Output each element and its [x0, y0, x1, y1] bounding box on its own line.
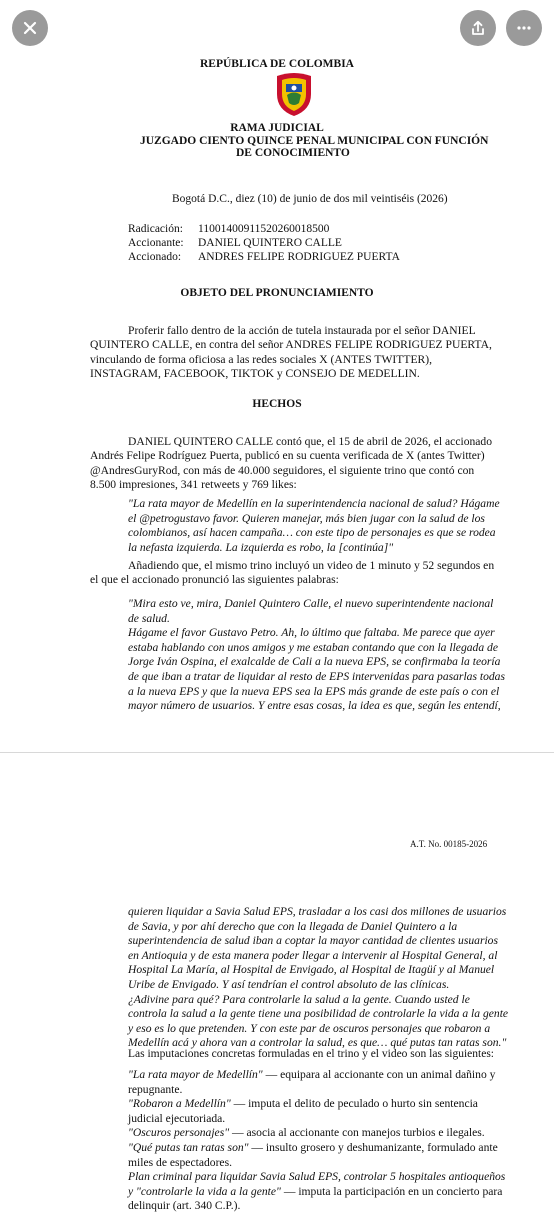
hechos-paragraph-2-cont — [90, 573, 339, 588]
text-line: el que el accionado pronunció las siguientes palabras: — [90, 573, 339, 586]
text-line: el @petrogustavo favor. Quieren manejar, más bien jugar con la salud de los — [128, 511, 485, 525]
text-line: 8.500 impresiones, 341 retweets y 769 likes: — [90, 478, 297, 492]
branch-heading: RAMA JUDICIAL — [230, 122, 324, 134]
close-icon — [21, 19, 39, 37]
case-reference: A.T. No. 00185-2026 — [410, 839, 488, 849]
list-item: y "controlarle la vida a la gente" — imputa la participación en un concierto para — [128, 1184, 503, 1198]
text-line: en Antioquia y de esta manera poder llegar a intervenir al Hospital General, al — [128, 948, 498, 962]
video-quote — [128, 597, 505, 714]
imputaciones-intro: Las imputaciones concretas formuladas en el trino y el video son las siguientes: — [128, 1048, 494, 1060]
text-line: vinculando de forma oficiosa a las redes sociales X (ANTES TWITTER), — [90, 352, 433, 366]
radicacion-value: 11001400911520260018500 — [198, 223, 330, 235]
hechos-heading: HECHOS — [252, 398, 302, 410]
text-line: de salud. — [128, 611, 170, 625]
text-line: Proferir fallo dentro de la acción de tutela instaurada por el señor DANIEL — [128, 324, 476, 337]
text-line: superintendencia de salud iban a coptar la mayor cantidad de clientes usuarios — [128, 934, 498, 948]
text-line: quieren liquidar a Savia Salud EPS, trasladar a los casi dos millones de usuarios — [128, 905, 507, 918]
accionado-value: ANDRES FELIPE RODRIGUEZ PUERTA — [198, 251, 400, 263]
more-button[interactable] — [506, 10, 542, 46]
close-button[interactable] — [12, 10, 48, 46]
text-line: Jorge Iván Ospina, el exalcalde de Cali a la nueva EPS, se confirmaba la teoría — [128, 655, 501, 669]
list-item-cont: judicial ejecutoriada. — [128, 1111, 226, 1125]
date-line: Bogotá D.C., diez (10) de junio de dos mil veintiséis (2026) — [172, 193, 448, 205]
tweet-quote — [128, 497, 500, 555]
text-line: controla la salud a la gente tiene una posibilidad de controlarle la vida a la gente — [128, 1007, 509, 1021]
text-line: "Mira esto ve, mira, Daniel Quintero Calle, el nuevo superintendente nacional — [128, 597, 494, 610]
top-bar — [0, 0, 554, 50]
hechos-paragraph-2 — [128, 559, 494, 574]
text-line: QUINTERO CALLE, en contra del señor ANDRES FELIPE RODRIGUEZ PUERTA, — [90, 338, 492, 351]
text-line: a la nueva EPS y que la nueva EPS sea la EPS más grande de este país o con el — [128, 684, 500, 698]
text-line: de Savia, y por ahí derecho que con la llegada de Daniel Quintero a la — [128, 919, 458, 933]
court-name-line1: JUZGADO CIENTO QUINCE PENAL MUNICIPAL CON FUNCIÓN — [140, 135, 489, 147]
accionado-label: Accionado: — [128, 251, 182, 263]
text-line: Andrés Felipe Rodríguez Puerta, publicó en su cuenta verificada de X (antes Twitter) — [90, 449, 485, 462]
list-item-cont: miles de espectadores. — [128, 1155, 232, 1169]
more-icon — [515, 19, 533, 37]
share-button[interactable] — [460, 10, 496, 46]
list-item: "Robaron a Medellín" — imputa el delito de peculado o hurto sin sentencia — [128, 1097, 478, 1111]
objeto-paragraph — [128, 324, 476, 339]
court-name-line2: DE CONOCIMIENTO — [236, 147, 350, 159]
imputaciones-list — [128, 1068, 505, 1214]
list-item: "Oscuros personajes" — asocia al accionante con manejos turbios e ilegales. — [128, 1126, 485, 1140]
accionante-value: DANIEL QUINTERO CALLE — [198, 237, 342, 249]
page-separator — [0, 752, 554, 753]
text-line: Hágame el favor Gustavo Petro. Ah, lo último que faltaba. Me parece que ayer — [128, 626, 495, 640]
accionante-label: Accionante: — [128, 237, 184, 249]
text-line: Medellín acá y ahora van a controlar la salud, es que… qué putas tan ratas son." — [128, 1036, 507, 1050]
text-line: mayor número de usuarios. Y entre esas cosas, la idea es que, según les entendí, — [128, 699, 501, 713]
list-item-cont: repugnante. — [128, 1082, 183, 1096]
text-line: "La rata mayor de Medellín en la superintendencia nacional de salud? Hágame — [128, 497, 500, 510]
text-line: colombianos, así hacen campaña… con este tipo de personajes es que se rodea — [128, 526, 496, 540]
list-item: "Qué putas tan ratas son" — insulto grosero y deshumanizante, formulado ante — [128, 1140, 498, 1154]
radicacion-label: Radicación: — [128, 223, 183, 235]
hechos-paragraph-1-cont — [90, 449, 485, 493]
list-item: Plan criminal para liquidar Savia Salud EPS, controlar 5 hospitales antioqueños — [128, 1170, 506, 1184]
text-line: INSTAGRAM, FACEBOOK, TIKTOK y CONSEJO DE MEDELLIN. — [90, 367, 420, 381]
text-line: Uribe de Envigado. Y así tendrían el control absoluto de las clínicas. — [128, 977, 450, 991]
list-item: "La rata mayor de Medellín" — equipara al accionante con un animal dañino y — [128, 1068, 496, 1081]
text-line: ¿Adivine para qué? Para controlarle la salud a la gente. Cuando usted le — [128, 992, 470, 1006]
hechos-paragraph-1 — [128, 435, 492, 450]
video-quote-continued — [128, 905, 508, 1051]
text-line: y eso es lo que pretenden. Y con este par de oscuros personajes que robaron a — [128, 1021, 491, 1035]
text-line: estaba hablando con unos amigos y me estaban contando que con la llegada de — [128, 640, 498, 654]
objeto-heading: OBJETO DEL PRONUNCIAMIENTO — [180, 287, 374, 299]
text-line: la nefasta izquierda. La izquierda es robo, la [continúa]" — [128, 540, 394, 554]
country-heading: REPÚBLICA DE COLOMBIA — [200, 58, 354, 70]
text-line: Hospital La María, al Hospital de Envigado, al Hospital de Itagüí y al Manuel — [128, 963, 495, 977]
text-line: DANIEL QUINTERO CALLE contó que, el 15 de abril de 2026, el accionado — [128, 435, 493, 448]
text-line: de que iban a tratar de liquidar al resto de EPS intervenidas para pasarlas todas — [128, 669, 505, 683]
text-line: Añadiendo que, el mismo trino incluyó un video de 1 minuto y 52 segundos en — [128, 559, 495, 572]
text-line: @AndresGuryRod, con más de 40.000 seguidores, el siguiente trino que contó con — [90, 463, 475, 477]
objeto-paragraph-cont — [90, 338, 492, 382]
coat-of-arms-icon — [273, 70, 315, 118]
list-item-cont: delinquir (art. 340 C.P.). — [128, 1199, 241, 1213]
share-icon — [469, 19, 487, 37]
